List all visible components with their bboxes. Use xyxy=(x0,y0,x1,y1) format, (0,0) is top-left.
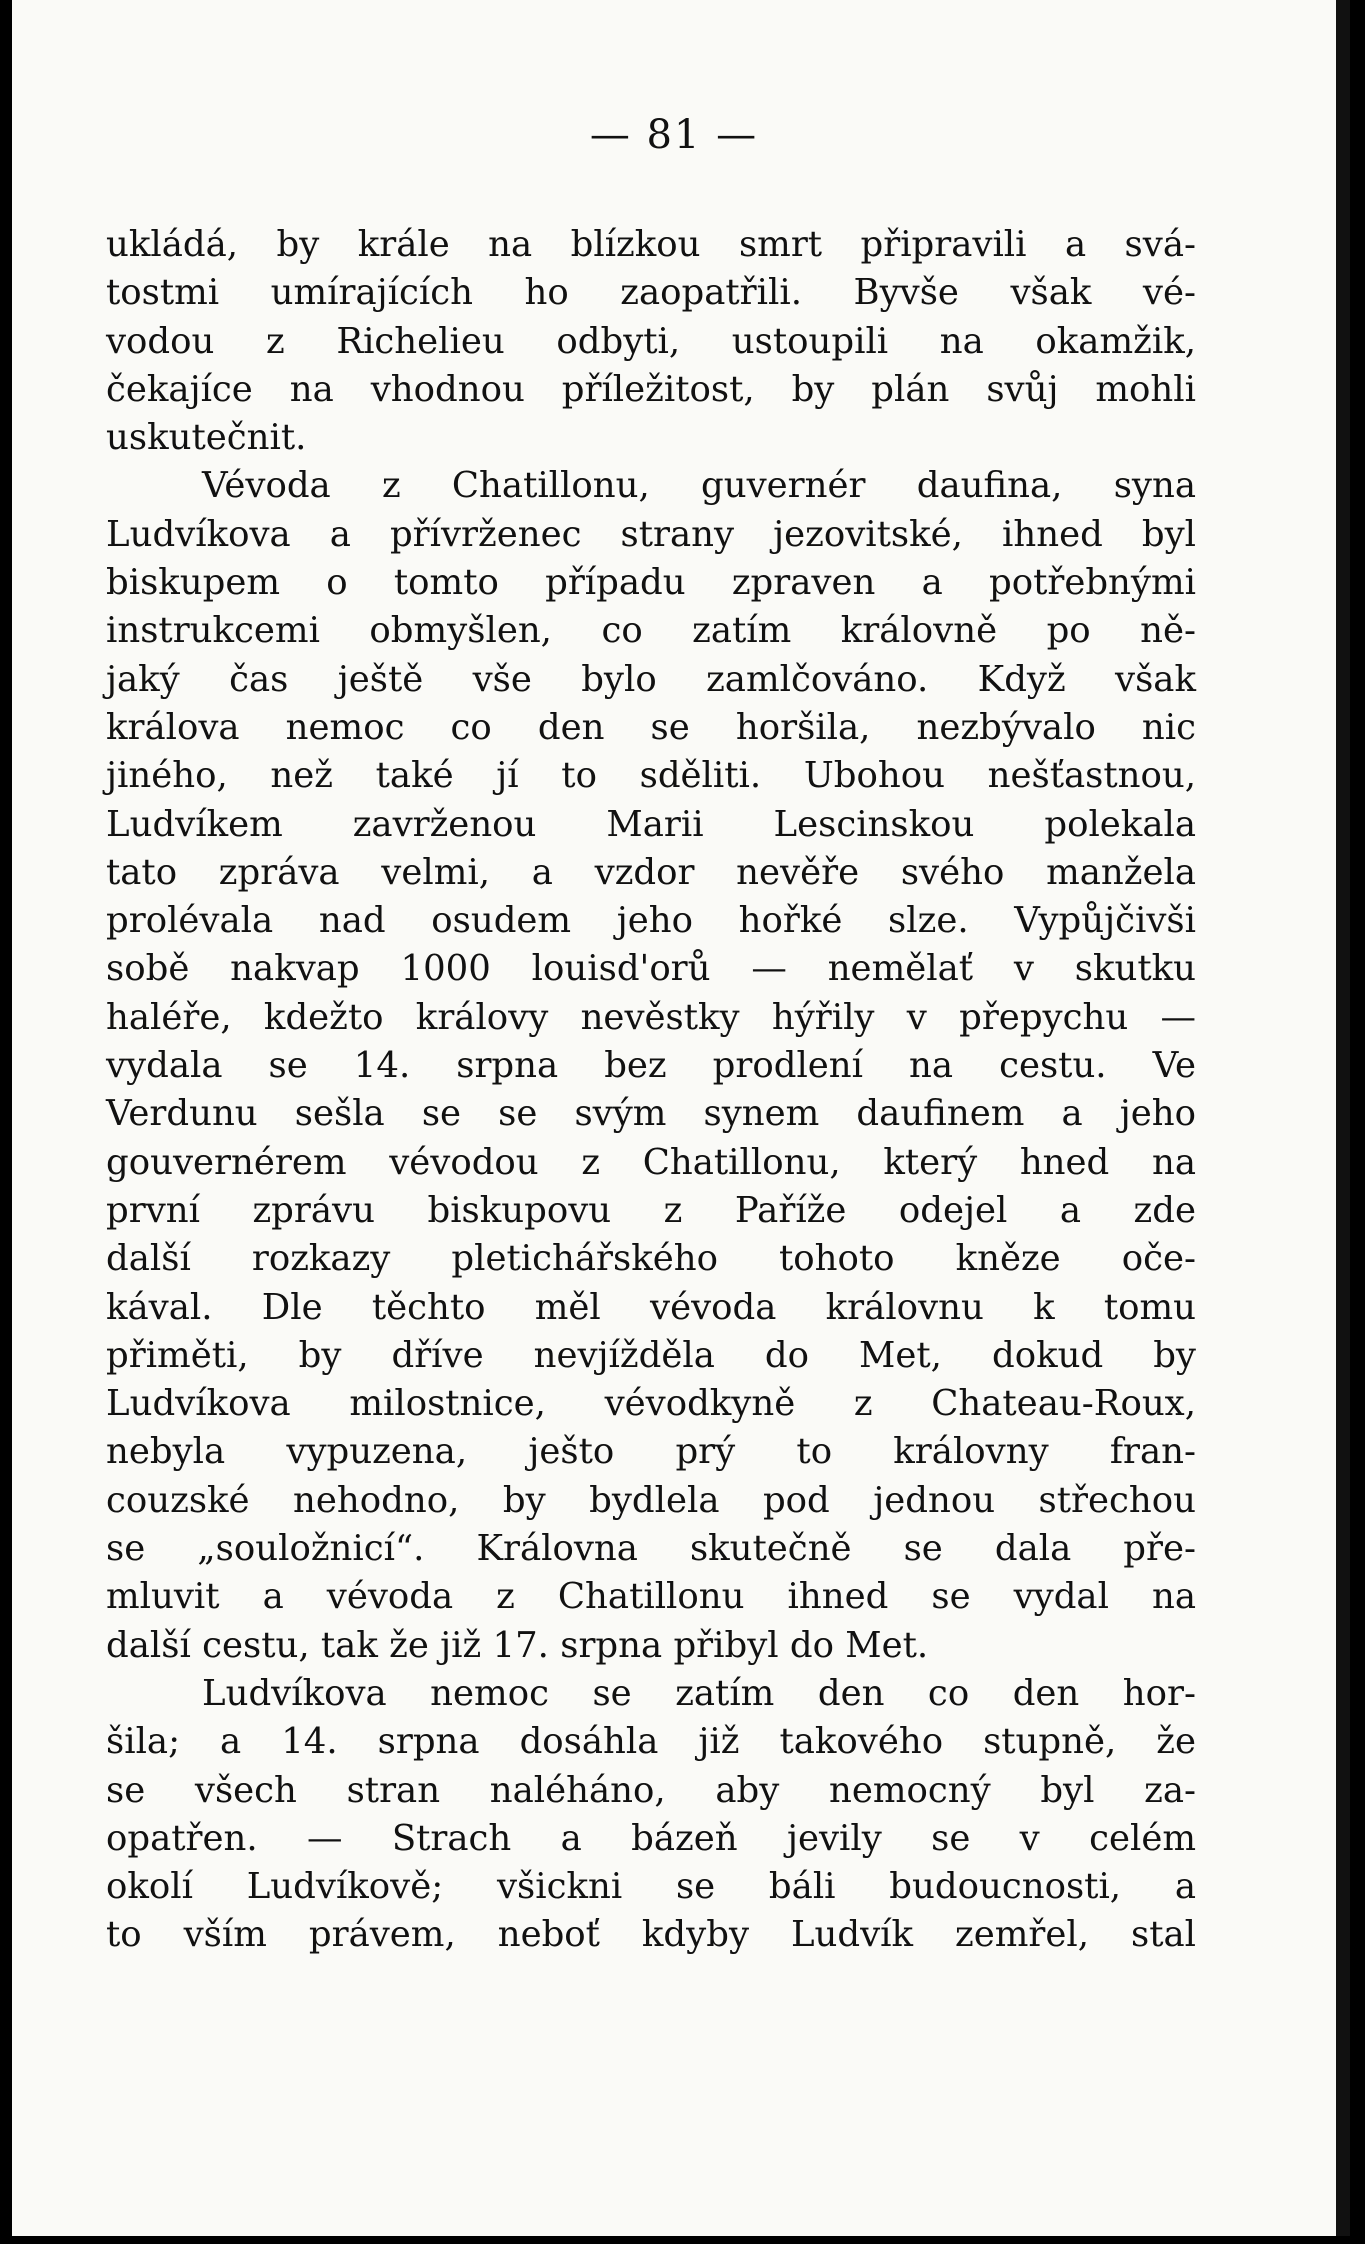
text-line: šila; a 14. srpna dosáhla již takového stupně, že xyxy=(106,1721,1196,1763)
text-line: gouvernérem vévodou z Chatillonu, který hned na xyxy=(106,1141,1196,1183)
text-line: Verdunu sešla se se svým synem daufinem a jeho xyxy=(106,1093,1196,1135)
text-line: čekajíce na vhodnou příležitost, by plán svůj mohli xyxy=(106,368,1196,410)
body-text xyxy=(106,221,1196,1960)
text-line: tostmi umírajících ho zaopatřili. Byvše však vé- xyxy=(106,272,1196,314)
text-line: instrukcemi obmyšlen, co zatím královně po ně- xyxy=(106,610,1196,652)
text-line: se „souložnicí“. Královna skutečně se dala pře- xyxy=(106,1528,1196,1570)
text-line: couzské nehodno, by bydlela pod jednou střechou xyxy=(106,1479,1196,1521)
text-line: Ludvíkova milostnice, vévodkyně z Chateau-Roux, xyxy=(106,1383,1196,1425)
text-line: sobě nakvap 1000 louisd'orů — nemělať v skutku xyxy=(106,948,1196,990)
text-line: Ludvíkova a přívrženec strany jezovitské, ihned byl xyxy=(106,513,1196,555)
text-line: uskutečnit. xyxy=(106,417,307,459)
text-line: prolévala nad osudem jeho hořké slze. Vypůjčivši xyxy=(106,900,1196,942)
text-line: Ludvíkem zavrženou Marii Lescinskou polekala xyxy=(106,803,1196,845)
text-line: přiměti, by dříve nevjížděla do Met, dokud by xyxy=(106,1334,1196,1376)
text-line: to vším právem, neboť kdyby Ludvík zemřel, stal xyxy=(106,1914,1196,1956)
text-line: okolí Ludvíkově; všickni se báli budoucnosti, a xyxy=(106,1866,1196,1908)
text-line: mluvit a vévoda z Chatillonu ihned se vydal na xyxy=(106,1576,1196,1618)
text-line: biskupem o tomto případu zpraven a potřebnými xyxy=(106,562,1196,604)
text-line: další cestu, tak že již 17. srpna přibyl do Met. xyxy=(106,1624,929,1666)
text-line: vodou z Richelieu odbyti, ustoupili na okamžik, xyxy=(106,320,1196,362)
text-line: tato zpráva velmi, a vzdor nevěře svého manžela xyxy=(106,851,1196,893)
text-line: haléře, kdežto královy nevěstky hýřily v přepychu — xyxy=(106,996,1196,1038)
text-line: opatřen. — Strach a bázeň jevily se v celém xyxy=(106,1817,1196,1859)
text-line: první zprávu biskupovu z Paříže odejel a zde xyxy=(106,1189,1196,1231)
text-line: kával. Dle těchto měl vévoda královnu k tomu xyxy=(106,1286,1196,1328)
text-line: Ludvíkova nemoc se zatím den co den hor- xyxy=(202,1672,1196,1714)
text-line: vydala se 14. srpna bez prodlení na cestu. Ve xyxy=(106,1045,1196,1087)
text-line: králova nemoc co den se horšila, nezbývalo nic xyxy=(106,706,1196,748)
text-line: jaký čas ještě vše bylo zamlčováno. Když však xyxy=(106,658,1196,700)
text-line: se všech stran naléháno, aby nemocný byl za- xyxy=(106,1769,1196,1811)
book-page xyxy=(12,0,1350,2236)
text-line: další rozkazy pletichářského tohoto kněze oče- xyxy=(106,1238,1196,1280)
text-line: nebyla vypuzena, ješto prý to královny fran- xyxy=(106,1431,1196,1473)
text-line: Vévoda z Chatillonu, guvernér daufina, syna xyxy=(202,465,1196,507)
text-line: ukládá, by krále na blízkou smrt připravili a svá- xyxy=(106,224,1196,265)
text-line: jiného, než také jí to sděliti. Ubohou nešťastnou, xyxy=(106,755,1196,797)
page-number: — 81 — xyxy=(589,112,759,158)
